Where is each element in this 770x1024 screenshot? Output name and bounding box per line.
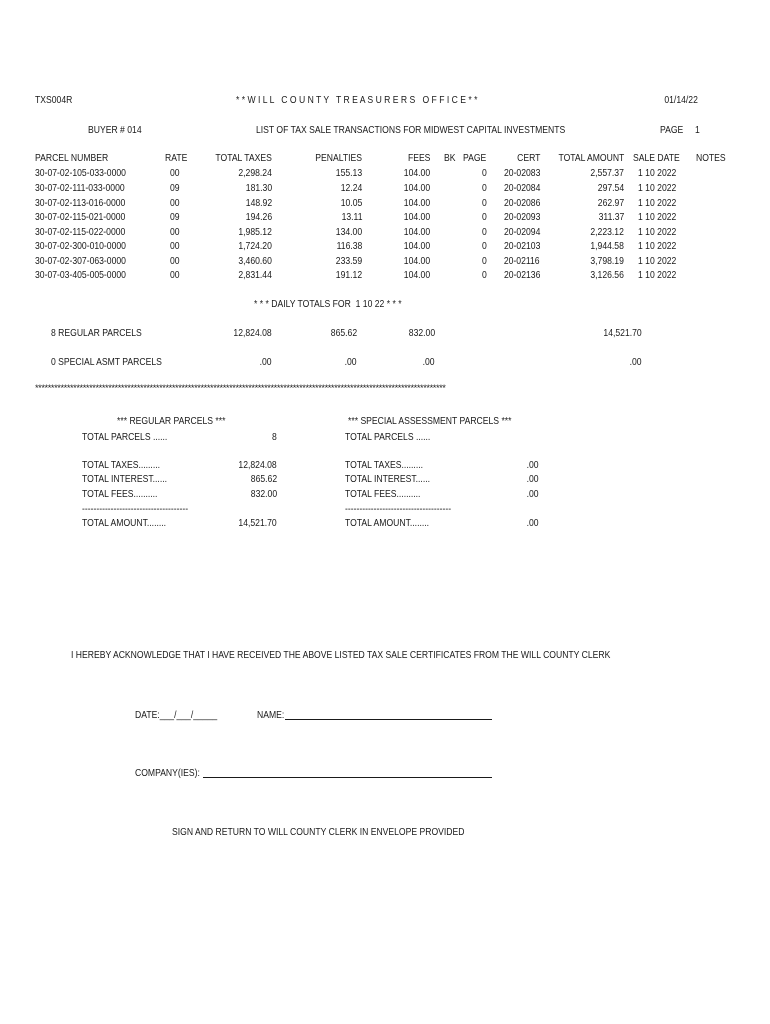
col-amount: TOTAL AMOUNT: [558, 152, 624, 164]
regular-taxes-total: 12,824.08: [233, 327, 272, 339]
table-row: [0, 197, 770, 212]
table-row: [0, 211, 770, 226]
cell-fees: 104.00: [403, 197, 430, 209]
cell-rate: 00: [170, 240, 180, 252]
cell-sale-date: 1 10 2022: [638, 167, 677, 179]
cell-taxes: 181.30: [245, 182, 272, 194]
col-sale-date: SALE DATE: [633, 152, 680, 164]
regular-amount-total: 14,521.70: [603, 327, 642, 339]
cell-page: 0: [482, 255, 487, 267]
cell-fees: 104.00: [403, 226, 430, 238]
col-page: PAGE: [463, 152, 487, 164]
cell-amount: 2,557.37: [590, 167, 624, 179]
cell-rate: 00: [170, 167, 180, 179]
summary-regular-amount-value: 14,521.70: [238, 517, 277, 529]
cell-fees: 104.00: [403, 182, 430, 194]
cell-taxes: 2,831.44: [238, 269, 272, 281]
cell-rate: 09: [170, 182, 180, 194]
summary-special-heading: *** SPECIAL ASSESSMENT PARCELS ***: [348, 415, 512, 427]
cell-cert: 20-02116: [504, 255, 540, 267]
cell-taxes: 2,298.24: [238, 167, 272, 179]
summary-regular-amount-label: TOTAL AMOUNT........: [82, 517, 167, 529]
report-date: 01/14/22: [664, 94, 698, 106]
table-row: [0, 255, 770, 270]
summary-special-amount-label: TOTAL AMOUNT........: [345, 517, 430, 529]
summary-special-taxes-label: TOTAL TAXES.........: [345, 459, 424, 471]
cell-page: 0: [482, 197, 487, 209]
summary-special-taxes-value: .00: [527, 459, 539, 471]
special-fees-total: .00: [423, 356, 435, 368]
cell-parcel: 30-07-02-115-021-0000: [35, 211, 126, 223]
col-penalties: PENALTIES: [315, 152, 362, 164]
cell-amount: 297.54: [597, 182, 624, 194]
cell-rate: 00: [170, 255, 180, 267]
separator-line: *********************************************************************************************************************************: [35, 383, 446, 394]
cell-sale-date: 1 10 2022: [638, 197, 677, 209]
summary-regular-parcels-value: 8: [272, 431, 277, 443]
cell-penalties: 116.38: [336, 240, 362, 252]
cell-amount: 3,126.56: [590, 269, 624, 281]
page-number: 1: [695, 124, 700, 136]
cell-cert: 20-02086: [503, 197, 540, 209]
name-label: NAME:: [257, 709, 285, 721]
table-row: [0, 269, 770, 284]
summary-special-interest-label: TOTAL INTEREST......: [345, 473, 431, 485]
col-taxes: TOTAL TAXES: [215, 152, 272, 164]
cell-penalties: 233.59: [335, 255, 362, 267]
cell-page: 0: [482, 226, 487, 238]
cell-rate: 00: [170, 226, 180, 238]
cell-taxes: 1,724.20: [238, 240, 272, 252]
page-label: PAGE: [660, 124, 684, 136]
cell-fees: 104.00: [403, 211, 430, 223]
cell-taxes: 1,985.12: [238, 226, 272, 238]
cell-fees: 104.00: [403, 255, 430, 267]
special-parcels-label: 0 SPECIAL ASMT PARCELS: [51, 356, 162, 368]
col-rate: RATE: [165, 152, 188, 164]
summary-regular-taxes-value: 12,824.08: [238, 459, 277, 471]
cell-penalties: 12.24: [340, 182, 362, 194]
cell-page: 0: [482, 182, 487, 194]
cell-page: 0: [482, 269, 487, 281]
regular-penalties-total: 865.62: [330, 327, 357, 339]
summary-special-fees-value: .00: [527, 488, 539, 500]
company-label: COMPANY(IES):: [135, 767, 200, 779]
table-row: [0, 167, 770, 182]
cell-rate: 00: [170, 197, 180, 209]
date-field[interactable]: DATE:___/___/_____: [135, 709, 218, 721]
acknowledgement-statement: I HEREBY ACKNOWLEDGE THAT I HAVE RECEIVED THE ABOVE LISTED TAX SALE CERTIFICATES FROM THE WILL COUNTY CLERK: [71, 649, 611, 661]
cell-taxes: 194.26: [245, 211, 272, 223]
company-signature-line[interactable]: [203, 777, 492, 778]
table-row: [0, 226, 770, 241]
summary-regular-fees-label: TOTAL FEES..........: [82, 488, 158, 500]
summary-regular-parcels-label: TOTAL PARCELS ......: [82, 431, 168, 443]
cell-sale-date: 1 10 2022: [638, 255, 677, 267]
summary-special-interest-value: .00: [527, 473, 539, 485]
program-id: TXS004R: [35, 94, 73, 106]
cell-penalties: 134.00: [335, 226, 362, 238]
summary-regular-interest-value: 865.62: [250, 473, 277, 485]
cell-page: 0: [482, 240, 487, 252]
cell-parcel: 30-07-02-113-016-0000: [35, 197, 126, 209]
table-row: [0, 240, 770, 255]
summary-special-fees-label: TOTAL FEES..........: [345, 488, 421, 500]
summary-regular-rule: -------------------------------------: [82, 503, 189, 515]
cell-amount: 262.97: [597, 197, 624, 209]
cell-parcel: 30-07-03-405-005-0000: [35, 269, 126, 281]
col-parcel: PARCEL NUMBER: [35, 152, 109, 164]
cell-parcel: 30-07-02-105-033-0000: [35, 167, 126, 179]
cell-taxes: 3,460.60: [238, 255, 272, 267]
special-amount-total: .00: [630, 356, 642, 368]
office-title: * * W I L L C O U N T Y T R E A S U R E R S O F F I C E * *: [236, 94, 478, 106]
daily-totals-heading: * * * DAILY TOTALS FOR 1 10 22 * * *: [254, 298, 402, 310]
cell-fees: 104.00: [403, 269, 430, 281]
cell-cert: 20-02093: [503, 211, 540, 223]
cell-parcel: 30-07-02-300-010-0000: [35, 240, 126, 252]
special-taxes-total: .00: [260, 356, 272, 368]
summary-special-amount-value: .00: [527, 517, 539, 529]
cell-rate: 00: [170, 269, 180, 281]
cell-amount: 1,944.58: [590, 240, 624, 252]
summary-regular-heading: *** REGULAR PARCELS ***: [117, 415, 226, 427]
cell-taxes: 148.92: [245, 197, 272, 209]
cell-cert: 20-02083: [503, 167, 540, 179]
cell-sale-date: 1 10 2022: [638, 240, 677, 252]
cell-cert: 20-02103: [503, 240, 540, 252]
cell-page: 0: [482, 211, 487, 223]
regular-fees-total: 832.00: [408, 327, 435, 339]
cell-sale-date: 1 10 2022: [638, 226, 677, 238]
summary-regular-fees-value: 832.00: [250, 488, 277, 500]
return-instructions: SIGN AND RETURN TO WILL COUNTY CLERK IN ENVELOPE PROVIDED: [172, 826, 465, 838]
cell-page: 0: [482, 167, 487, 179]
col-notes: NOTES: [696, 152, 726, 164]
col-fees: FEES: [407, 152, 430, 164]
name-signature-line[interactable]: [285, 719, 492, 720]
special-penalties-total: .00: [345, 356, 357, 368]
cell-sale-date: 1 10 2022: [638, 269, 677, 281]
cell-cert: 20-02094: [503, 226, 540, 238]
col-bk: BK: [444, 152, 456, 164]
cell-amount: 3,798.19: [590, 255, 624, 267]
regular-parcels-label: 8 REGULAR PARCELS: [51, 327, 142, 339]
table-row: [0, 182, 770, 197]
summary-special-rule: -------------------------------------: [345, 503, 452, 515]
cell-rate: 09: [170, 211, 180, 223]
summary-regular-interest-label: TOTAL INTEREST......: [82, 473, 168, 485]
buyer-number: BUYER # 014: [88, 124, 142, 136]
cell-amount: 311.37: [598, 211, 624, 223]
cell-fees: 104.00: [403, 167, 430, 179]
summary-special-parcels-label: TOTAL PARCELS ......: [345, 431, 431, 443]
cell-penalties: 13.11: [341, 211, 362, 223]
cell-parcel: 30-07-02-111-033-0000: [35, 182, 125, 194]
report-title: LIST OF TAX SALE TRANSACTIONS FOR MIDWEST CAPITAL INVESTMENTS: [256, 124, 566, 136]
summary-regular-taxes-label: TOTAL TAXES.........: [82, 459, 161, 471]
cell-penalties: 155.13: [335, 167, 362, 179]
cell-cert: 20-02136: [503, 269, 540, 281]
col-cert: CERT: [516, 152, 540, 164]
cell-cert: 20-02084: [503, 182, 540, 194]
cell-parcel: 30-07-02-115-022-0000: [35, 226, 126, 238]
cell-amount: 2,223.12: [590, 226, 624, 238]
cell-penalties: 191.12: [335, 269, 362, 281]
cell-sale-date: 1 10 2022: [638, 182, 677, 194]
cell-fees: 104.00: [403, 240, 430, 252]
cell-parcel: 30-07-02-307-063-0000: [35, 255, 126, 267]
cell-penalties: 10.05: [340, 197, 362, 209]
cell-sale-date: 1 10 2022: [638, 211, 677, 223]
